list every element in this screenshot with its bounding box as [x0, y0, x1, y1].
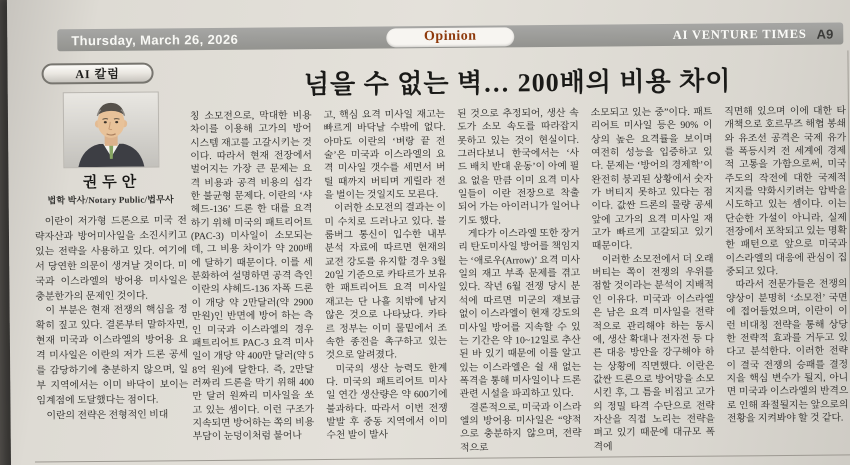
article-paragraph: 이러한 소모전의 결과는 이미 수치로 드러나고 있다. 블룸버그 통신이 입수한 내부 분석 자료에 따르면 현재의 교전 강도를 유지할 경우 3월 20일 기준으로 카타르가 보유한 패트리어트 요격 미사일 재고는 단 나흘 치밖에 남지 않은 것으로 나타났다. 카타르 정부는 이미 물밑에서 조속한 종전을 촉구하고 있는 것으로 알려졌다.	[324, 202, 448, 362]
newspaper-name: AI VENTURE TIMES	[672, 26, 807, 42]
article-column	[457, 107, 582, 458]
column-badge	[41, 62, 153, 84]
article-headline: 넘을 수 없는 벽… 200배의 비용 차이	[303, 66, 732, 100]
article-paragraph: 미국의 생산 능력도 한계다. 미국의 패트리어트 미사일 연간 생산량은 약 600기에 불과하다. 따라서 이번 전쟁 발발 후 중동 지역에서 이미 수천 발이 발사	[325, 362, 448, 442]
masthead-right	[673, 26, 834, 42]
section-badge	[386, 27, 514, 47]
page-header-bar	[57, 22, 843, 51]
article-paragraph: 이란이 저가형 드론으로 미국 전략자산과 방어미사일을 소진시키고 있는 전략을 사용하고 있다. 여기에서 당연한 의문이 생겨날 것이다. 미국과 이스라엘의 방어용 미사일은 충분한가의 문제인 것이다.	[34, 215, 188, 303]
article-paragraph: 된 것으로 추정되어, 생산 속도가 소모 속도를 따라잡지 못하고 있는 것이 현실이다. 그러다보니 한국에서는 ‘사드 배치 반대 운동’이 아예 필요 없을 만큼 이미 요격 미사일들이 이란 전장으로 착출 되어 가는 아이러니가 일어나기도 했다.	[457, 107, 580, 227]
author-photo	[64, 92, 159, 167]
article-column	[591, 106, 716, 457]
article-paragraph: 이 부분은 현재 전쟁의 핵심을 정확히 짚고 있다. 결론부터 말하자면, 현재 미국과 이스라엘의 방어용 요격 미사일은 이란의 저가 드론 공세를 감당하기에 충분하지 않으며, 일부 지역에서는 이미 바닥이 보이는 임계점에 도달했다는 점이다.	[35, 304, 189, 407]
article-paragraph: 결론적으로, 미국과 이스라엘의 방어용 미사일은 “양적으로 충분하지 않으며, 전략적으로	[459, 401, 582, 454]
author-name: 권두안	[82, 174, 142, 192]
article-column	[323, 108, 448, 459]
article-paragraph: 소모되고 있는 중”이다. 패트리어트 미사일 등은 90% 이상의 높은 요격률을 보이며 여전히 성능을 입증하고 있다. 문제는 ‘방어의 경제학’이 완전히 붕괴된 상황에서 숫자가 버티지 못하고 있다는 점이다. 값싼 드론의 물량 공세 앞에 고가의 요격 미사일 재고가 빠르게 고갈되고 있기 때문이다.	[590, 106, 714, 253]
page-number: A9	[816, 26, 834, 42]
newspaper-page	[7, 0, 850, 465]
article-paragraph: 고, 핵심 요격 미사일 재고는 빠르게 바닥날 수밖에 없다. 아마도 이란의 ‘벼랑 끝 전술’은 미국과 이스라엘의 요격 미사일 갯수를 세면서 버틸 때까지 버티며 게릴라 전을 벌이는 것일지도 모른다.	[323, 108, 446, 202]
column-badge-label: AI 칼럼	[75, 66, 120, 82]
article-paragraph: 칭 소모전으로, 막대한 비용 차이를 이용해 고가의 방어 시스템 재고를 고갈시키는 것이다. 따라서 현재 전장에서 벌어지는 가장 큰 문제는 요격 비용과 공격 비용의 심각한 불균형 문제다. 이란의 ‘샤헤드-136’ 드론 한 대를 요격하기 위해 미국의 패트리어트(PAC-3) 미사일이 소모되는데, 그 비용 차이가 약 200배에 달하기 때문이다. 이를 세분화하여 설명하면 공격 측인 이란의 샤헤드-136 자폭 드론이 개당 약 2만달러(약 2900만원)인 반면에 방어 하는 측인 미국과 이스라엘의 경우 패트리어트 PAC-3 요격 미사일이 개당 약 400만 달러(약 58억 원)에 달한다. 즉, 2만달러짜리 드론을 막기 위해 400만 달러 원짜리 미사일을 쏘고 있는 셈이다. 이런 구조가 지속되면 방어하는 쪽의 비용 부담이 눈덩이처럼 불어나	[189, 110, 315, 443]
article-paragraph: 직면해 있으며 이에 대한 타개책으로 호르무즈 해협 봉쇄와 유조선 공격은 국제 유가를 폭등시켜 전 세계에 경제적 고통을 가함으로써, 미국 주도의 작전에 대한 국제적 지지를 약화시키려는 압박을 시도하고 있는 셈이다. 이는 단순한 가설이 아니라, 실제 전장에서 포착되고 있는 명확한 패턴으로 앞으로 미국과 이스라엘의 대응에 관심이 집중되고 있다.	[724, 105, 848, 278]
article-column	[724, 104, 849, 455]
article-paragraph: 따라서 전문가들은 전쟁의 양상이 분명히 ‘소모전’ 국면에 접어들었으며, 이란이 이런 비대칭 전략을 통해 상당한 전략적 효과를 거두고 있다고 분석한다. 이러한 전략이 결국 전쟁의 승패를 결정지을 핵심 변수가 될지, 아니면 미국과 이스라엘의 반격으로 인해 좌절될지는 앞으로의 전황을 지켜봐야 할 것 같다.	[725, 278, 849, 425]
page-content	[7, 0, 850, 465]
section-label: Opinion	[423, 28, 477, 45]
date-text: Thursday, March 26, 2026	[71, 31, 239, 48]
person-portrait-icon	[64, 92, 159, 167]
article-paragraph: 이란의 전략은 전형적인 비대	[46, 409, 169, 422]
article-column	[190, 109, 315, 460]
article-paragraph: 이러한 소모전에서 더 오래 버티는 쪽이 전쟁의 우위를 점할 것이라는 분석이 지배적인 이유다. 미국과 이스라엘은 남은 요격 미사일을 전략적으로 관리해야 하는 동시에, 생산 확대나 전자전 등 다른 대응 방안을 강구해야 하는 상황에 직면했다. 이란은 값싼 드론으로 방어망을 소모시킨 후, 그 틈을 비집고 고가의 정밀 타격 수단으로 전략 자산을 직접 노리는 전략을 펴고 있기 때문에 대규모 폭격에	[592, 253, 716, 453]
article-paragraph: 게다가 이스라엘 또한 장거리 탄도미사일 방어를 책임지는 ‘애로우(Arrow)’ 요격 미사일의 재고 부족 문제를 겪고 있다. 작년 6월 전쟁 당시 분석에 따르면 미군의 재보급 없이 이스라엘이 현재 강도의 미사일 방어를 지속할 수 있는 기간은 약 10~12일로 추산된 바 있기 때문에 이를 알고 있는 이스라엘은 쉴 새 없는 폭격을 통해 미사일이나 드론 관련 시설을 파괴하고 있다.	[458, 227, 582, 401]
article-columns	[190, 104, 849, 460]
author-title: 법학 박사/Notary Public/법무사	[47, 194, 174, 206]
article-column-first	[35, 214, 189, 459]
